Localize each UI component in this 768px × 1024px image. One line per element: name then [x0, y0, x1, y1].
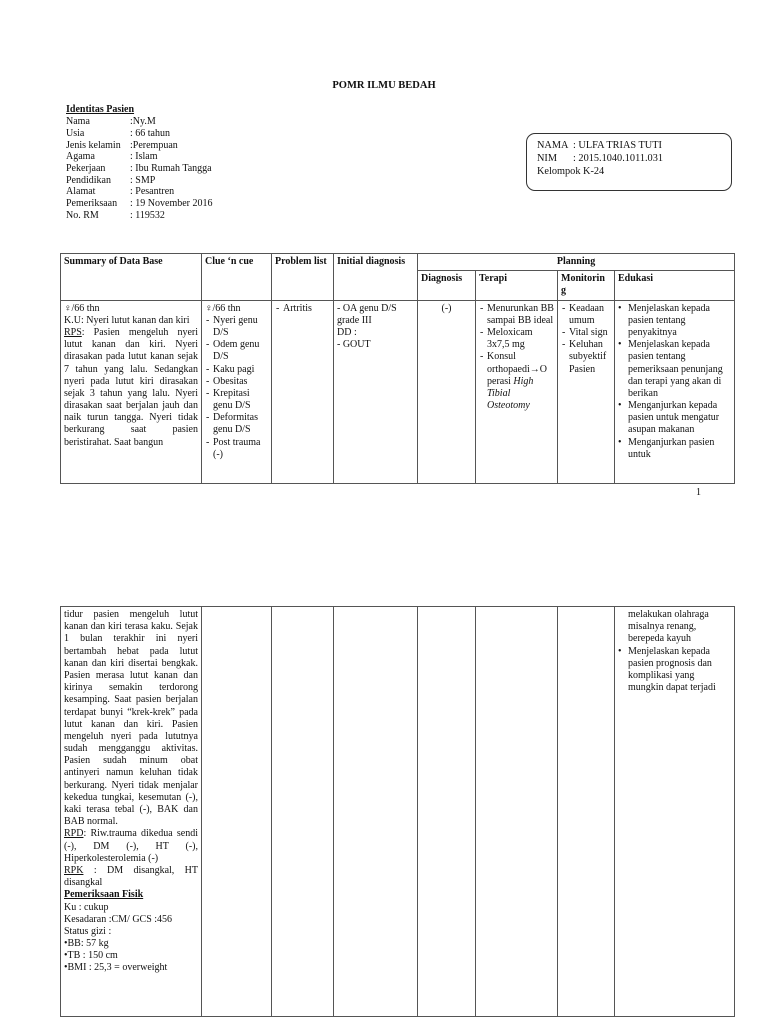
kelompok: Kelompok K-24	[537, 165, 605, 177]
rps-text: : Pasien mengeluh nyeri lutut kanan dan kiri. Nyeri dirasakan pada lutut kanan sejak 7 tahun yang lalu. Sedangkan nyeri pada lutut kiri dirasakan sejak 3 tahun yang lalu. Nyeri dirasakan saat berjalan jauh dan naik turun tangga. Nyeri tidak berkurang saat pasien beristirahat. Saat bangun	[64, 326, 198, 448]
identity-rows	[66, 116, 386, 221]
initial-gout: - GOUT	[337, 339, 371, 351]
header-initial: Initial diagnosis	[334, 254, 418, 301]
pemeriksaan-fisik-header: Pemeriksaan Fisik	[64, 889, 144, 901]
header-problem: Problem list	[272, 254, 334, 301]
edukasi-item: • Menjelaskan kepada pasien tentang penyakitnya	[628, 303, 731, 340]
header-planning: Planning	[418, 254, 735, 271]
summary-patient: ♀/66 thn	[64, 302, 100, 314]
identity-label: Nama	[66, 116, 90, 128]
header-diagnosis: Diagnosis	[418, 271, 476, 300]
name-label: NAMA	[537, 140, 569, 151]
edukasi-list	[618, 303, 731, 461]
identity-row	[66, 151, 386, 163]
identity-value: : 119532	[130, 209, 165, 221]
identity-row	[66, 140, 386, 152]
cue-item: - Obesitas	[213, 376, 268, 388]
identity-row	[66, 186, 386, 198]
identity-label: Alamat	[66, 186, 96, 198]
terapi-konsul: - Konsul orthopaedi→O perasi High Tibial Osteotomy	[487, 351, 554, 412]
cue-item: - Deformitas genu D/S	[213, 412, 268, 436]
identity-label: Pemeriksaan	[66, 198, 118, 209]
identity-label: Agama	[66, 151, 95, 163]
edukasi-continued: melakukan olahraga misalnya renang, berepeda kayuh	[628, 609, 709, 645]
identity-value: :Perempuan	[130, 139, 178, 151]
pomr-table-page1	[60, 253, 735, 484]
gizi-item	[64, 950, 198, 962]
gizi-text: BMI : 25,3 = overweight	[67, 962, 168, 974]
problem-cell	[272, 300, 334, 483]
cue-item: - Nyeri genu D/S	[213, 315, 268, 339]
cue-cell-cont	[202, 607, 272, 1017]
bullet-icon: •	[64, 950, 68, 962]
kesadaran: Kesadaran :CM/ GCS :456	[64, 913, 173, 925]
edukasi-list-2	[618, 646, 731, 695]
page-title: POMR ILMU BEDAH	[332, 80, 436, 91]
terapi-item: - Menurunkan BB sampai BB ideal	[487, 303, 554, 327]
page-number: 1	[696, 487, 701, 498]
rps-label: RPS	[64, 326, 82, 338]
patient-identity	[66, 104, 386, 221]
cue-cell	[202, 300, 272, 483]
bullet-icon: •	[64, 938, 68, 950]
terapi-list	[479, 303, 554, 352]
rpk-label: RPK	[64, 864, 84, 876]
identity-row	[66, 210, 386, 222]
monitoring-cell	[558, 300, 615, 483]
bullet-icon: •	[64, 962, 68, 974]
gizi-text: TB : 150 cm	[67, 950, 118, 962]
cue-item: - Krepitasi genu D/S	[213, 388, 268, 412]
summary-cell	[61, 300, 202, 483]
terapi-cell-cont	[476, 607, 558, 1017]
status-gizi: Status gizi :	[64, 925, 112, 937]
initial-cell-cont	[334, 607, 418, 1017]
cue-item: - Kaku pagi	[213, 364, 268, 376]
header-monitoring: Monitorin g	[558, 271, 615, 300]
name-value: : ULFA TRIAS TUTI	[573, 140, 662, 151]
header-terapi: Terapi	[476, 271, 558, 300]
identity-label: Pendidikan	[66, 174, 111, 186]
edukasi-cell	[615, 300, 735, 483]
student-info-box	[526, 133, 732, 191]
identity-value: : 66 tahun	[130, 127, 170, 139]
identity-header: Identitas Pasien	[66, 104, 135, 115]
identity-row	[66, 198, 386, 210]
header-edukasi: Edukasi	[615, 271, 735, 300]
identity-value: :Ny.M	[130, 116, 156, 128]
terapi-cell	[476, 300, 558, 483]
monitoring-item: - Keadaan umum	[569, 303, 611, 327]
nim-label: NIM	[537, 152, 558, 164]
problem-list	[275, 303, 330, 315]
identity-row	[66, 116, 386, 128]
initial-oa: - OA genu D/S grade III	[337, 302, 397, 326]
identity-value: : Ibu Rumah Tangga	[130, 162, 212, 174]
identity-label: No. RM	[66, 209, 99, 221]
cue-item: - Odem genu D/S	[213, 339, 268, 363]
initial-diagnosis-cell	[334, 300, 418, 483]
summary-cell-cont	[61, 607, 202, 1017]
identity-value: : SMP	[130, 174, 156, 186]
identity-value: : Islam	[130, 151, 158, 163]
edukasi-item: • Menjelaskan kepada pasien tentang pemeriksaan penunjang dan terapi yang akan di berikan	[628, 339, 731, 400]
monitoring-item: - Vital sign	[569, 327, 611, 339]
cue-item: - Post trauma (-)	[213, 437, 268, 461]
gizi-text: BB: 57 kg	[67, 938, 109, 950]
rpd-text: : Riw.trauma dikedua sendi (-), DM (-), HT (-), Hiperkolesterolemia (-)	[64, 828, 198, 864]
cue-list	[205, 315, 268, 461]
edukasi-item: • Menganjurkan pasien untuk	[628, 437, 731, 461]
gizi-item	[64, 938, 198, 950]
rpd-label: RPD	[64, 828, 84, 840]
identity-label: Usia	[66, 127, 85, 139]
gizi-item	[64, 962, 198, 974]
rpk-text: : DM disangkal, HT disangkal	[64, 864, 198, 889]
header-cue: Clue ‘n cue	[202, 254, 272, 301]
monitoring-item: - Keluhan subyektif Pasien	[569, 339, 611, 376]
header-summary: Summary of Data Base	[61, 254, 202, 301]
identity-row	[66, 175, 386, 187]
diagnosis-cell	[418, 300, 476, 483]
identity-label: Pekerjaan	[66, 162, 106, 174]
edukasi-cell-cont	[615, 607, 735, 1017]
problem-cell-cont	[272, 607, 334, 1017]
initial-dd: DD :	[337, 326, 357, 338]
nim-value: : 2015.1040.1011.031	[573, 152, 664, 164]
diagnosis-cell-cont	[418, 607, 476, 1017]
cue-patient: ♀/66 thn	[205, 302, 241, 314]
summary-ku: K.U: Nyeri lutut kanan dan kiri	[64, 314, 190, 326]
arrow-icon: →	[529, 363, 540, 375]
edukasi-item: • Menganjurkan kepada pasien untuk mengatur asupan makanan	[628, 400, 731, 437]
identity-value: : 19 November 2016	[130, 198, 213, 209]
identity-label: Jenis kelamin	[66, 139, 121, 151]
monitoring-cell-cont	[558, 607, 615, 1017]
pomr-table-page2	[60, 606, 735, 1017]
identity-row	[66, 128, 386, 140]
gizi-list	[64, 938, 198, 975]
summary-continued: tidur pasien mengeluh lutut kanan dan kiri terasa kaku. Sejak 1 bulan terakhir ini nyeri bertambah hebat pada lutut kanan dan kiri disertai bengkak. Pasien merasa lutut kanan dan kirinya semakin terdorong kesamping. Saat pasien berjalan terdapat bunyi “krek-krek” pada lutut kanan dan kiri. Pasien mengeluh nyeri pada lututnya sudah mengganggu aktivitas. Pasien sudah minum obat antinyeri namun keluhan tidak berkurang. Nyeri tidak menjalar kekedua tungkai, kesemutan (-), kaki terasa tebal (-), BAK dan BAB normal.	[64, 609, 198, 828]
terapi-operation-name: High Tibial Osteotomy	[487, 375, 534, 412]
identity-value: : Pesantren	[130, 186, 175, 198]
terapi-item: - Meloxicam 3x7,5 mg	[487, 327, 554, 351]
problem-item: - Artritis	[283, 303, 330, 315]
identity-row	[66, 163, 386, 175]
monitoring-list	[561, 303, 611, 376]
keadaan-umum: Ku : cukup	[64, 901, 109, 913]
diagnosis-value: (-)	[441, 302, 452, 314]
edukasi-item: • Menjelaskan kepada pasien prognosis dan komplikasi yang mungkin dapat terjadi	[628, 646, 731, 695]
